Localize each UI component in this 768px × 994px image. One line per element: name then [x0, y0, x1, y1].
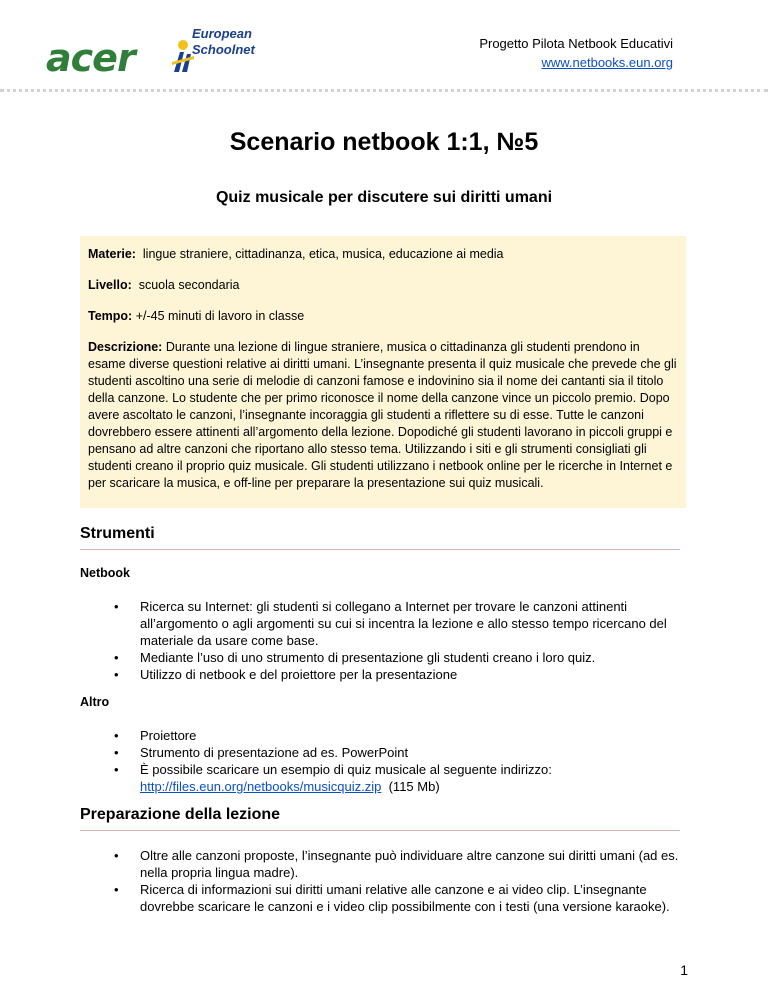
bullet-icon: •	[114, 667, 119, 682]
acer-logo: acer	[46, 36, 135, 80]
eun-logo-text-1: European	[192, 26, 252, 41]
altro-subheading: Altro	[80, 695, 110, 709]
netbook-list	[114, 598, 694, 683]
livello-row	[88, 277, 678, 294]
preparazione-heading: Preparazione della lezione	[80, 806, 680, 831]
list-item: • Strumento di presentazione ad es. PowerPoint	[114, 745, 409, 760]
strumenti-heading: Strumenti	[80, 525, 680, 550]
preparazione-list	[114, 847, 694, 915]
page-subtitle: Quiz musicale per discutere sui diritti umani	[215, 189, 553, 206]
european-schoolnet-logo	[170, 26, 290, 82]
summary-box	[80, 236, 686, 508]
project-link[interactable]: www.netbooks.eun.org	[541, 55, 673, 70]
project-name: Progetto Pilota Netbook Educativi	[479, 36, 673, 51]
descrizione-row	[88, 339, 678, 492]
materie-label: Materie:	[88, 247, 136, 261]
livello-label: Livello:	[88, 278, 132, 292]
netbook-subheading: Netbook	[80, 566, 130, 580]
eun-logo-text-2: Schoolnet	[192, 42, 255, 57]
descrizione-value: Durante una lezione di lingue straniere, musica o cittadinanza gli studenti prendono in esame diverse questioni relative ai diritti umani. L’insegnante presenta il quiz musicale che prevede che gli studenti ascoltino una serie di melodie di canzoni famose e indovinino sia il nome dei cantanti sia il titolo della canzone. Lo studente che per primo riconosce il nome della canzone vince un piccolo premio. Dopo avere ascoltato le canzoni, l’insegnante incoraggia gli studenti a riflettere su di esse. Tutte le canzoni dovrebbero essere attinenti all’argomento della lezione. Dopodiché gli studenti lavorano in piccoli gruppi e pensano ad altre canzoni che riportano allo stesso tema. Utilizzando i siti e gli strumenti consigliati gli studenti creano il proprio quiz musicale. Gli studenti utilizzano i netbook online per le ricerche in Internet e per scaricare la musica, e off-line per preparare la presentazione sui quiz musicali.	[88, 340, 677, 490]
descrizione-label: Descrizione:	[88, 340, 163, 354]
materie-value: lingue straniere, cittadinanza, etica, musica, educazione ai media	[142, 247, 504, 261]
list-item: • Proiettore	[114, 728, 197, 743]
list-item: • Ricerca su Internet: gli studenti si collegano a Internet per trovare le canzoni attinenti all’argomento o agli argomenti su cui si incentra la lezione e allo stesso tempo ricercano del materiale da usare come base.	[114, 599, 667, 648]
tempo-value: +/-45 minuti di lavoro in classe	[135, 309, 305, 323]
list-item: • È possibile scaricare un esempio di quiz musicale al seguente indirizzo: http://files.eun.org/netbooks/musicquiz.zip (115 Mb)	[114, 762, 552, 794]
download-size: (115 Mb)	[388, 779, 440, 794]
bullet-icon: •	[114, 728, 119, 743]
list-item: • Mediante l’uso di uno strumento di presentazione gli studenti creano i loro quiz.	[114, 650, 596, 665]
page-number: 1	[680, 962, 688, 978]
list-item: • Utilizzo di netbook e del proiettore per la presentazione	[114, 667, 458, 682]
tempo-label: Tempo:	[88, 309, 133, 323]
altro-list	[114, 727, 694, 795]
bullet-icon: •	[114, 599, 119, 614]
header-project-info	[479, 34, 673, 72]
page-title: Scenario netbook 1:1, №5	[229, 128, 539, 156]
bullet-icon: •	[114, 745, 119, 760]
musicquiz-download-link[interactable]: http://files.eun.org/netbooks/musicquiz.zip	[140, 779, 382, 794]
bullet-icon: •	[114, 762, 119, 777]
list-item: • Ricerca di informazioni sui diritti umani relative alle canzone e ai video clip. L’insegnante dovrebbe scaricare le canzoni e i video clip possibilmente con i testi (una versione karaoke).	[114, 882, 670, 914]
bullet-icon: •	[114, 650, 119, 665]
page-header	[0, 0, 768, 90]
tempo-row	[88, 308, 678, 325]
materie-row	[88, 246, 678, 263]
list-item: • Oltre alle canzoni proposte, l’insegnante può individuare altre canzone sui diritti umani (ad es. nella propria lingua madre).	[114, 848, 679, 880]
bullet-icon: •	[114, 882, 119, 897]
livello-value: scuola secondaria	[138, 278, 240, 292]
header-divider	[0, 89, 768, 92]
bullet-icon: •	[114, 848, 119, 863]
